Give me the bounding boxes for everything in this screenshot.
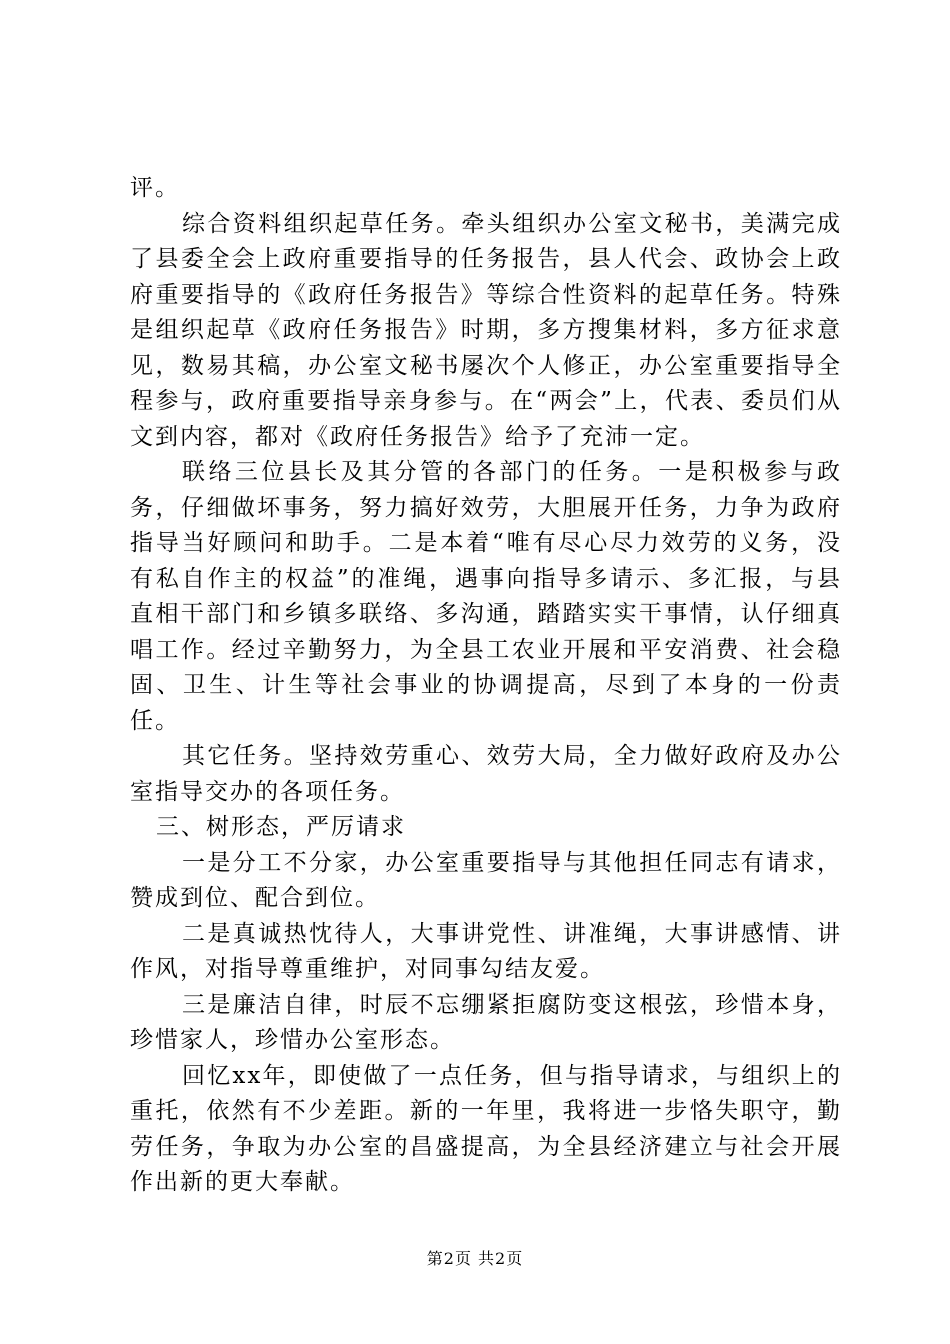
paragraph-point-one: 一是分工不分家，办公室重要指导与其他担任同志有请求，赞成到位、配合到位。: [130, 849, 842, 911]
paragraph-other-task: 其它任务。坚持效劳重心、效劳大局，全力做好政府及办公室指导交办的各项任务。: [130, 743, 842, 805]
document-body: [130, 171, 842, 1201]
section-heading: 三、树形态，严厉请求: [156, 814, 406, 840]
paragraph-point-two: 二是真诚热忱待人，大事讲党性、讲准绳，大事讲感情、讲作风，对指导尊重维护，对同事勾结友爱。: [130, 920, 842, 982]
paragraph-review: 回忆xx年，即使做了一点任务，但与指导请求，与组织上的重托，依然有不少差距。新的一年里，我将进一步恪失职守，勤劳任务，争取为办公室的昌盛提高，为全县经济建立与社会开展作出新的更大奉献。: [130, 1062, 842, 1195]
page-number-footer: 第2页 共2页: [426, 1249, 524, 1268]
paragraph-point-three: 三是廉洁自律，时辰不忘绷紧拒腐防变这根弦，珍惜本身，珍惜家人，珍惜办公室形态。: [130, 991, 842, 1053]
paragraph-continuation: 评。: [130, 175, 180, 201]
paragraph-drafting-task: 综合资料组织起草任务。牵头组织办公室文秘书，美满完成了县委全会上政府重要指导的任务报告，县人代会、政协会上政府重要指导的《政府任务报告》等综合性资料的起草任务。特殊是组织起草《政府任务报告》时期，多方搜集材料，多方征求意见，数易其稿，办公室文秘书屡次个人修正，办公室重要指导全程参与，政府重要指导亲身参与。在“两会”上，代表、委员们从文到内容，都对《政府任务报告》给予了充沛一定。: [130, 210, 842, 450]
paragraph-liaison-task: 联络三位县长及其分管的各部门的任务。一是积极参与政务，仔细做坏事务，努力搞好效劳，大胆展开任务，力争为政府指导当好顾问和助手。二是本着“唯有尽心尽力效劳的义务，没有私自作主的权益”的准绳，遇事向指导多请示、多汇报，与县直相干部门和乡镇多联络、多沟通，踏踏实实干事情，认仔细真唱工作。经过辛勤努力，为全县工农业开展和平安消费、社会稳固、卫生、计生等社会事业的协调提高，尽到了本身的一份责任。: [130, 459, 842, 734]
